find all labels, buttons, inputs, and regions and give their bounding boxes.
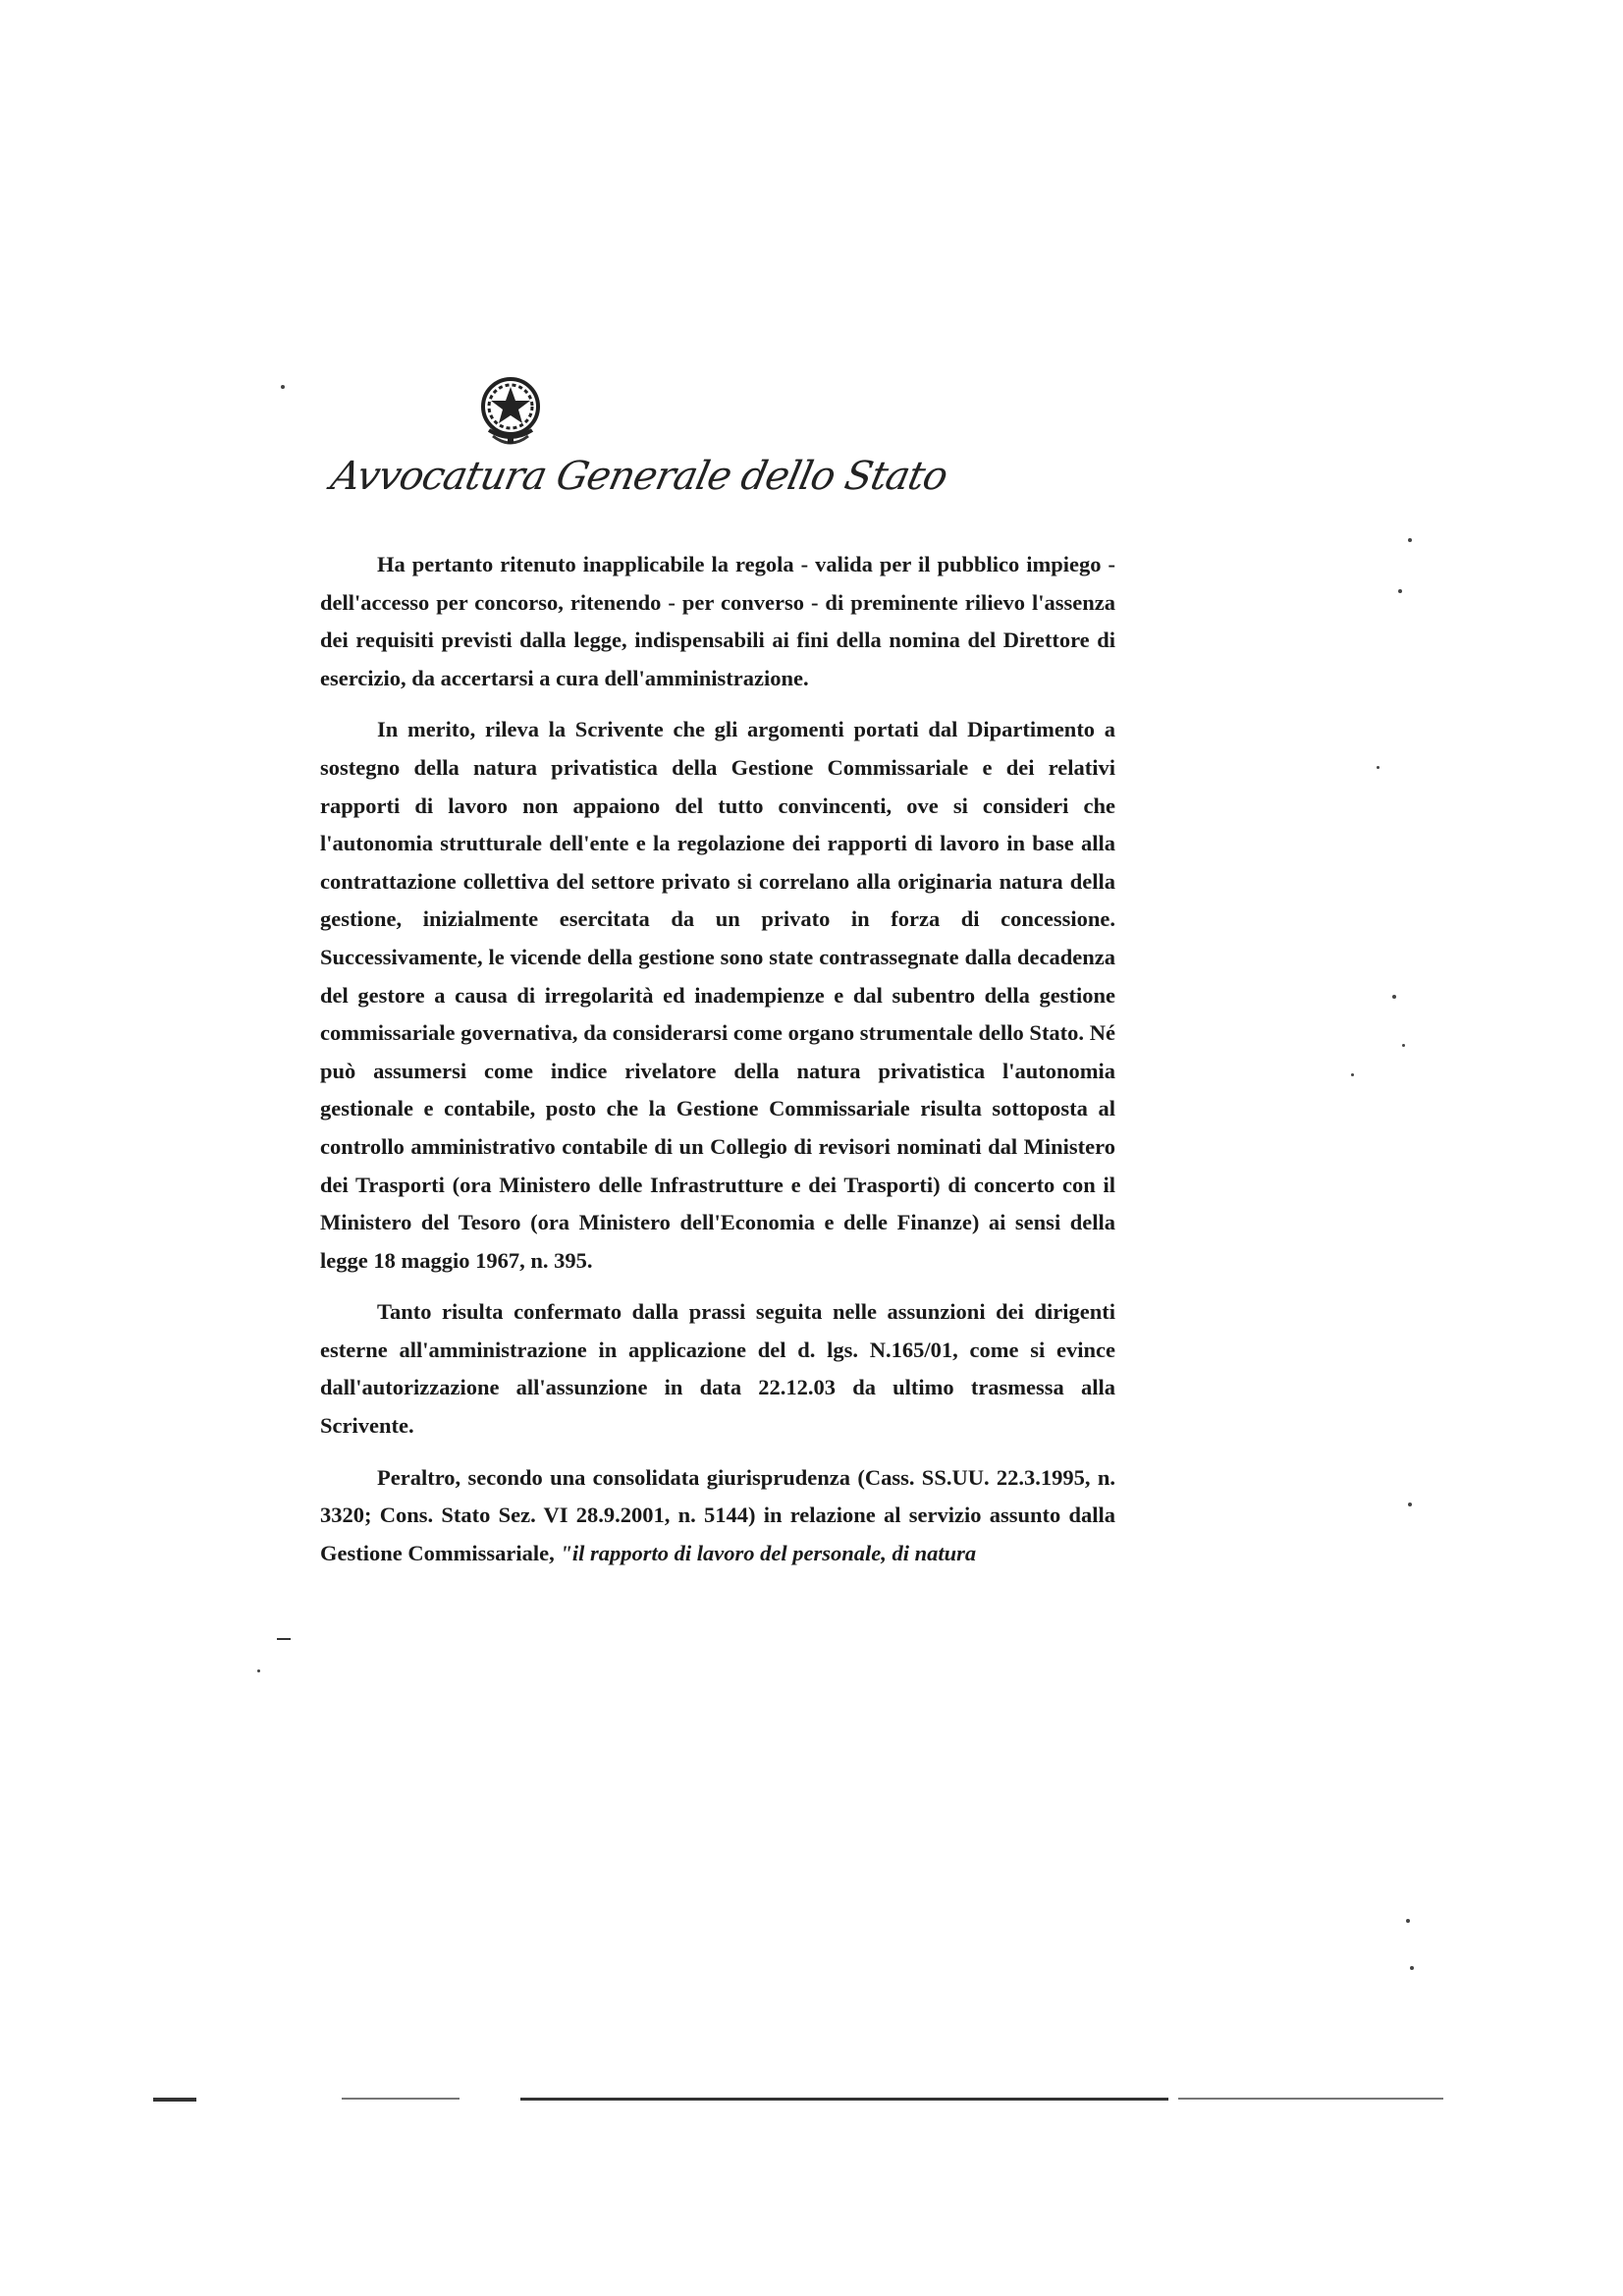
scan-speck: [1392, 995, 1396, 999]
scan-edge-line: [520, 2098, 1168, 2101]
scan-speck: [257, 1669, 260, 1672]
scan-edge-line: [1178, 2098, 1443, 2100]
paragraph-4-text: Peraltro, secondo una consolidata giurisprudenza (Cass. SS.UU. 22.3.1995, n. 3320; Cons. Stato Sez. VI 28.9.2001, n. 5144) in relazione al servizio assunto dalla Gestione Commissariale,: [320, 1464, 1115, 1565]
paragraph-2: In merito, rileva la Scrivente che gli argomenti portati dal Dipartimento a sostegno della natura privatistica della Gestione Commissariale e dei relativi rapporti di lavoro non appaiono del tutto convincenti, ove si consideri che l'autonomia strutturale dell'ente e la regolazione dei rapporti di lavoro in base alla contrattazione collettiva del settore privato si correlano alla originaria natura della gestione, inizialmente esercitata da un privato in forza di concessione. Successivamente, le vicende della gestione sono state contrassegnate dalla decadenza del gestore a causa di irregolarità ed inadempienze e dal subentro della gestione commissariale governativa, da considerarsi come organo strumentale dello Stato. Né può assumersi come indice rivelatore della natura privatistica l'autonomia gestionale e contabile, posto che la Gestione Commissariale risulta sottoposta al controllo amministrativo contabile di un Collegio di revisori nominati dal Ministero dei Trasporti (ora Ministero delle Infrastrutture e dei Trasporti) di concerto con il Ministero del Tesoro (ora Ministero dell'Economia e delle Finanze) ai sensi della legge 18 maggio 1967, n. 395.: [320, 717, 1115, 1273]
scan-speck: [1408, 1503, 1412, 1506]
scan-speck: [281, 385, 285, 389]
letter-body: [320, 546, 1115, 1586]
paragraph-4-quote: "il rapporto di lavoro del personale, di natura: [560, 1540, 977, 1565]
scan-mark: [153, 2098, 196, 2102]
scan-speck: [1398, 589, 1402, 593]
paragraph-4: [320, 1459, 1115, 1573]
paragraph-1: Ha pertanto ritenuto inapplicabile la regola - valida per il pubblico impiego - dell'accesso per concorso, ritenendo - per converso - di preminente rilievo l'assenza dei requisiti previsti dalla legge, indispensabili ai fini della nomina del Direttore di esercizio, da accertarsi a cura dell'amministrazione.: [320, 552, 1115, 690]
scan-mark: [277, 1638, 291, 1640]
scan-speck: [1377, 766, 1380, 769]
letterhead-title: Avvocatura Generale dello Stato: [327, 454, 951, 499]
scan-speck: [1406, 1919, 1410, 1923]
scan-speck: [1402, 1044, 1405, 1047]
scan-speck: [1351, 1073, 1354, 1076]
scan-speck: [1408, 538, 1412, 542]
scan-speck: [1410, 1966, 1414, 1970]
scan-edge-line: [342, 2098, 460, 2100]
paragraph-3: Tanto risulta confermato dalla prassi seguita nelle assunzioni dei dirigenti esterne all'amministrazione in applicazione del d. lgs. N.165/01, come si evince dall'autorizzazione all'assunzione in data 22.12.03 da ultimo trasmessa alla Scrivente.: [320, 1299, 1115, 1439]
italian-republic-emblem-icon: [475, 373, 546, 452]
